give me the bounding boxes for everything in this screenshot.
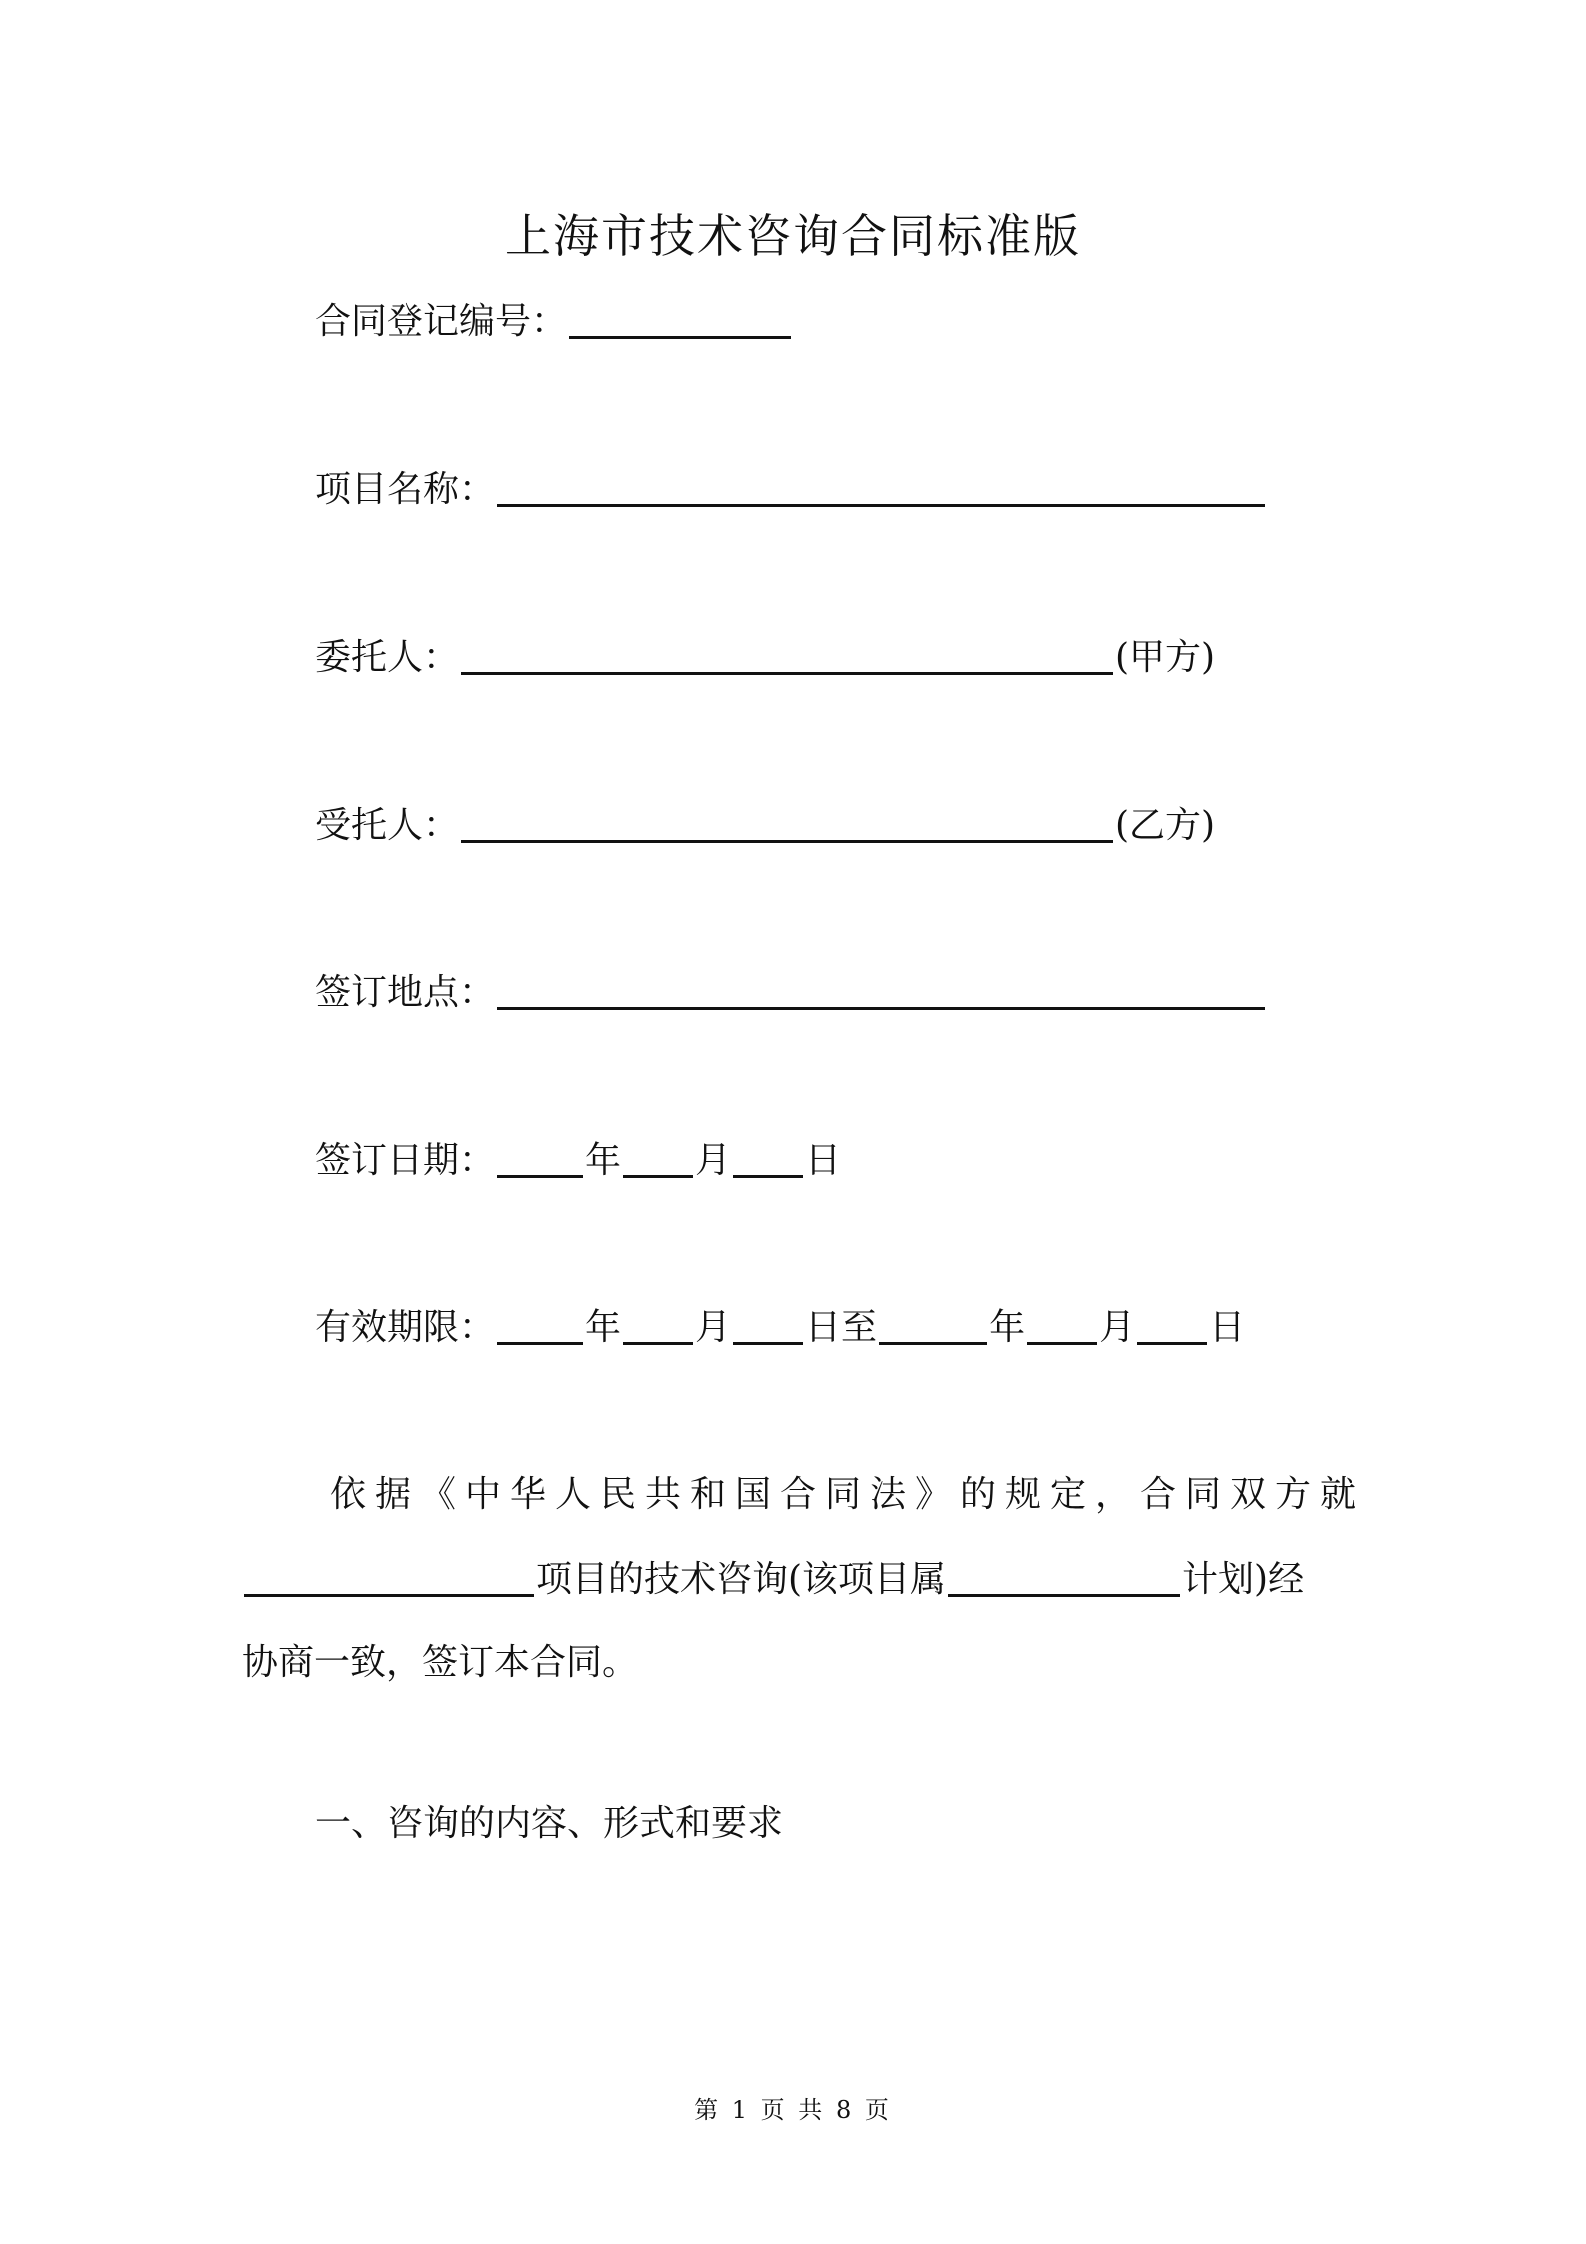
signing-place-label: 签订地点： [315,972,496,1013]
project-title-blank[interactable] [244,1556,534,1597]
day-unit: 日 [1209,1307,1246,1348]
project-name-row [315,460,1267,512]
signing-year-blank[interactable] [497,1137,583,1178]
intro-line-3: 协商一致，签订本合同。 [242,1642,639,1683]
project-name-label: 项目名称： [315,469,496,510]
year-unit: 年 [585,1140,622,1181]
validity-row [315,1298,1245,1350]
signing-day-blank[interactable] [733,1137,803,1178]
validity-label: 有效期限： [315,1307,496,1348]
footer-prefix: 第 [694,2096,722,2124]
client-blank[interactable] [461,634,1113,675]
month-unit: 月 [695,1307,732,1348]
signing-date-label: 签订日期： [315,1140,496,1181]
client-label: 委托人： [315,637,460,678]
signing-place-blank[interactable] [497,969,1265,1010]
year-unit: 年 [585,1307,622,1348]
registration-number-row [315,292,793,344]
registration-number-label: 合同登记编号： [315,301,568,342]
day-unit: 日 [805,1140,842,1181]
signing-place-row [315,963,1267,1015]
footer-middle: 页 共 [760,2096,826,2124]
document-title: 上海市技术咨询合同标准版 [505,209,1081,263]
intro-line-2 [242,1550,1304,1602]
plan-name-blank[interactable] [948,1556,1180,1597]
footer-suffix: 页 [864,2096,892,2124]
intro-line-2-part-b: 计划)经 [1182,1559,1305,1600]
footer-total-pages: 8 [835,2096,855,2124]
intro-line-1: 依据《中华人民共和国合同法》的规定，合同双方就 [330,1474,1366,1515]
validity-start-day-blank[interactable] [733,1304,803,1345]
project-name-blank[interactable] [497,466,1265,507]
validity-end-day-blank[interactable] [1137,1304,1207,1345]
validity-end-year-blank[interactable] [879,1304,987,1345]
year-unit: 年 [989,1307,1026,1348]
footer-page-number: 1 [731,2096,751,2124]
signing-month-blank[interactable] [623,1137,693,1178]
consultant-blank[interactable] [461,802,1113,843]
intro-line-2-part-a: 项目的技术咨询(该项目属 [536,1559,947,1600]
client-row [315,628,1215,680]
day-to-unit: 日至 [805,1307,878,1348]
validity-start-month-blank[interactable] [623,1304,693,1345]
registration-number-blank[interactable] [569,298,791,339]
month-unit: 月 [1099,1307,1136,1348]
validity-start-year-blank[interactable] [497,1304,583,1345]
client-suffix: (甲方) [1115,637,1216,678]
signing-date-row [315,1131,841,1183]
consultant-suffix: (乙方) [1115,805,1216,846]
section-1-heading: 一、咨询的内容、形式和要求 [315,1803,784,1844]
consultant-row [315,796,1215,848]
page-footer [0,2090,1586,2125]
validity-end-month-blank[interactable] [1027,1304,1097,1345]
month-unit: 月 [695,1140,732,1181]
consultant-label: 受托人： [315,805,460,846]
